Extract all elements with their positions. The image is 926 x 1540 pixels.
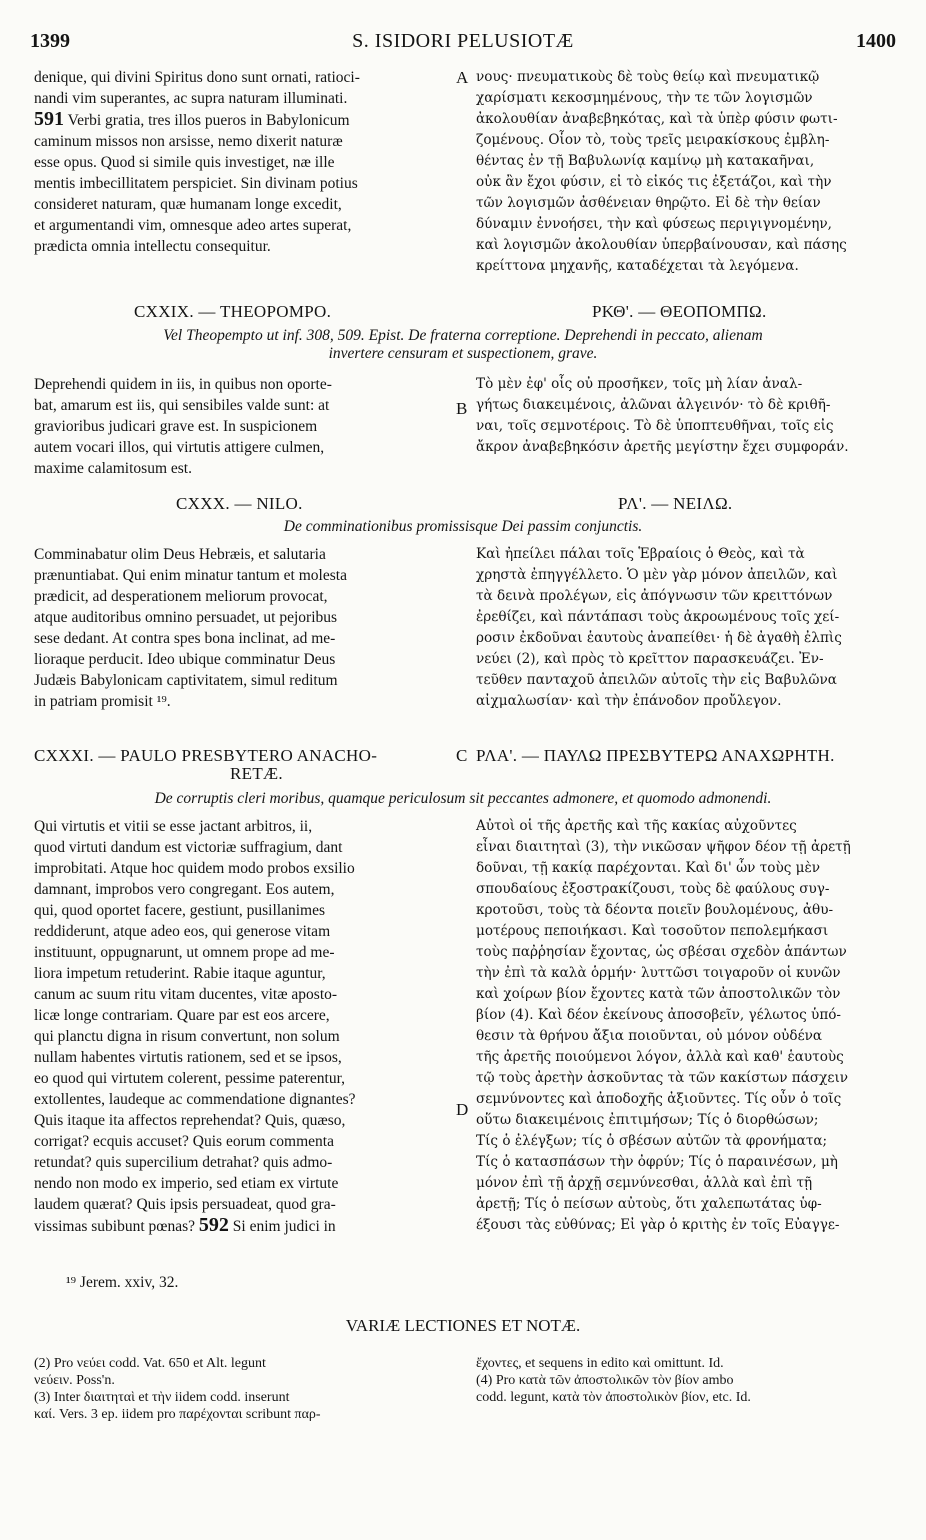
running-title: S. ISIDORI PELUSIOTÆ <box>352 30 574 52</box>
note-line: νεύειν. Poss'n. <box>34 1373 115 1388</box>
latin-line: instituunt, oppugnarunt, ut omnem prope ad me- <box>34 944 335 961</box>
latin-line: nandi vim superantes, ac supra naturam illuminati. <box>34 90 348 107</box>
right-page-number: 1400 <box>856 30 896 52</box>
latin-line: in patriam promisit ¹⁹. <box>34 693 171 710</box>
greek-section-title-130: ΡΛ'. — ΝΕΙΛΩ. <box>618 494 733 513</box>
page-header <box>30 30 896 60</box>
latin-line: denique, qui divini Spiritus dono sunt ornati, ratioci- <box>34 69 360 86</box>
note-line: (3) Inter διαιτηταὶ et τὴν iidem codd. inserunt <box>34 1390 290 1405</box>
greek-line: τῆς ἀρετῆς ποιούμενοι λόγον, ἀλλὰ καὶ καθ' ἑαυτοὺς <box>476 1049 844 1065</box>
latin-column-block1 <box>34 67 446 257</box>
latin-line: mentis imbecillitatem perspiciet. Sin divinam potius <box>34 175 358 192</box>
greek-line: χρηστὰ ἐπηγγέλλετο. Ὁ μὲν γὰρ μόνον ἀπειλῶν, καὶ <box>476 567 838 583</box>
greek-column-129 <box>476 374 892 458</box>
greek-line: οὕτω διακειμένοις ἐπιτιμήσων; Τίς ὁ διορθώσων; <box>476 1112 819 1128</box>
greek-line: ροσιν ἐκδοῦναι ἑαυτοὺς ἀναπείθει· ἡ δὲ ἀγαθὴ ἐλπὶς <box>476 630 842 646</box>
greek-line: δοῦναι, τῇ κακίᾳ παρέχονται. Καὶ δι' ὧν τοὺς μὲν <box>476 860 821 876</box>
latin-line: damnant, improbos vero congregant. Eos autem, <box>34 881 335 898</box>
variae-notes-left <box>34 1355 454 1423</box>
latin-column-129 <box>34 374 446 479</box>
variae-notes-right <box>476 1355 892 1406</box>
note-line: (4) Pro κατὰ τῶν ἀποστολικῶν τὸν βίον ambo <box>476 1373 734 1388</box>
greek-line: οὐκ ἂν ἔχοι φύσιν, εἰ τὸ εἰκός τις ἐξετάζοι, καὶ τὴν <box>476 174 832 190</box>
latin-section-title-130: CXXX. — NILO. <box>176 494 303 513</box>
latin-line-text: Verbi gratia, tres illos pueros in Babylonicum <box>67 112 350 129</box>
greek-line: κροτοῦσι, τοὺς τὰ δέοντα ποιεῖν βουλομένους, ἀθυ- <box>476 902 834 918</box>
section-subtitle-129-line2: invertere censuram et suspectionem, grave. <box>328 345 598 362</box>
note-line: (2) Pro νεύει codd. Vat. 650 et Alt. legunt <box>34 1356 266 1371</box>
footnote: ¹⁹ Jerem. xxiv, 32. <box>66 1274 179 1291</box>
greek-line: θεσιν τὰ θρήνου ἄξια ποιοῦνται, οὐ μόνον οὐδένα <box>476 1028 823 1044</box>
latin-line: improbitati. Atque hoc quidem modo probos exsilio <box>34 860 355 877</box>
left-page-number: 1399 <box>30 30 70 52</box>
greek-column-130 <box>476 544 892 712</box>
greek-section-title-131: ΡΛΑ'. — ΠΑΥΛΩ ΠΡΕΣΒΥΤΕΡΩ ΑΝΑΧΩΡΗΤΗ. <box>476 746 835 765</box>
latin-line: quod virtuti dandum est victoriæ suffragium, dant <box>34 839 343 856</box>
greek-line: Καὶ ἠπείλει πάλαι τοῖς Ἑβραίοις ὁ Θεὸς, καὶ τὰ <box>476 546 805 562</box>
greek-line: ἀρετῇ; Τίς ὁ πείσων αὐτοὺς, ὅτι χαλεπωτάτας ὑφ- <box>476 1196 822 1212</box>
note-line: codd. legunt, κατὰ τὸν ἀποστολικὸν βίον, etc. Id. <box>476 1390 751 1405</box>
latin-line: Comminabatur olim Deus Hebræis, et salutaria <box>34 546 326 563</box>
margin-letter-a: A <box>456 68 469 87</box>
latin-line: prædicta omnia intellectu consequitur. <box>34 238 271 255</box>
greek-line: ἄκρον ἀναβεβηκόσιν ἀρετῆς μεγίστην ἔχει συμφοράν. <box>476 439 849 455</box>
latin-column-131 <box>34 816 446 1237</box>
latin-line: sese dedant. At contra spes bona inclinat, ad me- <box>34 630 336 647</box>
latin-line: Deprehendi quidem in iis, in quibus non oporte- <box>34 376 332 393</box>
greek-line: Τίς ὁ κατασπάσων τὴν ὀφρύν; Τίς ὁ παραινέσων, μὴ <box>476 1154 838 1170</box>
greek-line: ζομένους. Οἷον τὸ, τοὺς τρεῖς μειρακίσκους ἐμβλη- <box>476 132 830 148</box>
latin-line: canum ac suum ritu vitam ducentes, vitæ aposto- <box>34 986 338 1003</box>
greek-line: τεῦθεν πανταχοῦ ἀπειλῶν αὐτοῖς τὴν εἰς Βαβυλῶνα <box>476 672 837 688</box>
latin-line: autem vocari illos, qui virtutis attigere culmen, <box>34 439 325 456</box>
latin-line: maxime calamitosum est. <box>34 460 192 477</box>
greek-line: τὰ δεινὰ προλέγων, εἰς ἀπόγνωσιν τῶν κρειττόνων <box>476 588 833 604</box>
latin-line: extollentes, laudeque ac commendatione dignantes? <box>34 1091 356 1108</box>
latin-line: qui planctu digna in risum convertunt, non solum <box>34 1028 340 1045</box>
greek-line: τῷ τοὺς ἀρετὴν ἀσκοῦντας τὰ τῶν κακίστων πάσχειν <box>476 1070 849 1086</box>
latin-line: laudem quærat? Quis ipsis persuadeat, quod gra- <box>34 1196 336 1213</box>
latin-line: et argumentandi vim, omnesque adeo artes superat, <box>34 217 352 234</box>
latin-line: gravioribus judicari grave est. In suspicionem <box>34 418 318 435</box>
greek-line: νεύει (2), καὶ πρὸς τὸ κρεῖττον παρασκευάζει. Ἐν- <box>476 651 824 667</box>
greek-column-131 <box>476 816 892 1236</box>
latin-section-title-129: CXXIX. — THEOPOMPO. <box>134 302 332 321</box>
greek-line: θέντας ἐν τῇ Βαβυλωνίᾳ καμίνῳ μὴ κατακαῆναι, <box>476 153 815 169</box>
latin-line: qui, quod oportet facere, gestiunt, pusillanimes <box>34 902 325 919</box>
latin-line: atque auditoribus omnino persuadet, ut pejoribus <box>34 609 338 626</box>
greek-line: Αὐτοὶ οἱ τῆς ἀρετῆς καὶ τῆς κακίας αὐχοῦντες <box>476 818 797 834</box>
greek-line: καὶ λογισμῶν ἀκολουθίαν ὑπερβαίνουσαν, καὶ πάσης <box>476 237 847 253</box>
greek-line: μοτέρους πεποιήκασι. Καὶ τοσοῦτον πεπολεμήκασι <box>476 923 829 939</box>
latin-line: retundat? quis supercilium detrahat? quis admo- <box>34 1154 333 1171</box>
greek-line: ἐρεθίζει, καὶ πάντάπασι τοὺς ἀκροωμένους τοῖς χεί- <box>476 609 840 625</box>
latin-section-title-131-cont: RETÆ. <box>230 764 283 783</box>
latin-line: lioraque perducit. Ideo ubique comminatur Deus <box>34 651 336 668</box>
latin-line: caminum missos non arsisse, nemo dixerit naturæ <box>34 133 343 150</box>
latin-line-with-marker <box>34 109 446 131</box>
greek-line: ἀκολουθίαν ἀναβεβηκότας, καὶ τὰ ὑπὲρ φύσιν φωτι- <box>476 111 838 127</box>
note-line: καί. Vers. 3 ep. iidem pro παρέχονται scribunt παρ- <box>34 1407 321 1422</box>
section-subtitle-131: De corruptis cleri moribus, quamque periculosum sit peccantes admonere, et quomodo admonendi. <box>154 790 772 807</box>
latin-column-130 <box>34 544 446 712</box>
section-subtitle-129-line1: Vel Theopempto ut inf. 308, 509. Epist. De fraterna correptione. Deprehendi in peccato, alienam <box>163 327 763 344</box>
latin-line: eo quod qui virtutem colerent, pessime paterentur, <box>34 1070 346 1087</box>
latin-line: esse opus. Quod si simile quis investiget, næ ille <box>34 154 335 171</box>
latin-line: bat, amarum est iis, qui sensibiles valde sunt: at <box>34 397 330 414</box>
latin-line: prænuntiabat. Qui enim minatur tantum et molesta <box>34 567 347 584</box>
greek-line: αἰχμαλωσίαν· καὶ τὴν ἐπάνοδον προὔλεγον. <box>476 693 782 709</box>
greek-line: σπουδαίους ἐξοστρακίζουσι, τοὺς δὲ φαύλους συγ- <box>476 881 830 897</box>
greek-line: σεμνύνοντες καὶ ἀποδοχῆς ἀξιοῦντες. Τίς οὖν ὁ τοῖς <box>476 1091 842 1107</box>
greek-line: χαρίσματι κεκοσμημένους, τὴν τε τῶν λογισμῶν <box>476 90 813 106</box>
latin-line: nendo non modo ex imperio, sed etiam ex virtute <box>34 1175 339 1192</box>
greek-line: μόνον ἐπὶ τῇ ἀρχῇ σεμνύνεσθαι, ἀλλὰ καὶ ἐπὶ τῇ <box>476 1175 813 1191</box>
greek-line: Τίς ὁ ἐλέγξων; τίς ὁ σβέσων αὐτῶν τὰ φρονήματα; <box>476 1133 828 1149</box>
greek-line: νους· πνευματικοὺς δὲ τοὺς θείῳ καὶ πνευματικῷ <box>476 69 820 85</box>
greek-line: κρείττονα μηχανῆς, καταδέχεται τὰ λεγόμενα. <box>476 258 799 274</box>
greek-line: γήτως διακειμένοις, ἀλῶναι ἀλγεινόν· τὸ δὲ κριθῆ- <box>476 397 831 413</box>
greek-line: τὴν ἐπὶ τὰ καλὰ ὁρμήν· λυττῶσι τοιγαροῦν οἱ κυνῶν <box>476 965 841 981</box>
greek-line: τῶν λογισμῶν ἀσθένειαν θηρῷτο. Εἰ δὲ τὴν θείαν <box>476 195 821 211</box>
column-marker-592: 592 <box>198 1214 229 1236</box>
section-subtitle-130: De comminationibus promissisque Dei passim conjunctis. <box>283 518 643 535</box>
latin-line-text: Si enim judici in <box>232 1218 336 1235</box>
greek-line: καὶ χοίρων βίον ἔχοντες κατὰ τῶν ἀποστολικῶν τὸν <box>476 986 841 1002</box>
variae-lectiones-title: VARIÆ LECTIONES ET NOTÆ. <box>345 1316 581 1335</box>
latin-line: licæ longe contrariam. Quare par est eos arcere, <box>34 1007 330 1024</box>
greek-line: ναι, τοῖς σεμνοτέροις. Τὸ δὲ ὑποπτευθῆναι, τοῖς εἰς <box>476 418 834 434</box>
latin-line: reddiderunt, atque adeo eos, qui generose vitam <box>34 923 331 940</box>
margin-letter-c: C <box>456 746 468 765</box>
latin-section-title-131: CXXXI. — PAULO PRESBYTERO ANACHO- <box>34 746 378 765</box>
latin-line-with-marker <box>34 1215 446 1237</box>
latin-line: prædicit, ad desperationem meliorum provocat, <box>34 588 328 605</box>
greek-line: Τὸ μὲν ἐφ' οἷς οὐ προσῆκεν, τοῖς μὴ λίαν ἀναλ- <box>476 376 803 392</box>
latin-line: corrigat? ecquis accuset? Quis eorum commenta <box>34 1133 334 1150</box>
greek-line: δύναμιν ἐννοήσει, τὴν καὶ φύσεως περιγιγνομένην, <box>476 216 832 232</box>
greek-column-block1 <box>476 67 892 277</box>
greek-line: εἶναι διαιτηταὶ (3), τὴν νικῶσαν ψῆφον δέον τῇ ἀρετῇ <box>476 839 851 855</box>
latin-line: nullam habentes virtutis rationem, sed et se ipsos, <box>34 1049 342 1066</box>
greek-line: βίον (4). Καὶ δέον ἐκείνους ἀποσοβεῖν, γέλωτος ὑπό- <box>476 1007 842 1023</box>
latin-line: Qui virtutis et vitii se esse jactant arbitros, ii, <box>34 818 313 835</box>
margin-letter-b: B <box>456 399 468 418</box>
latin-line-text: vissimas subibunt pœnas? <box>34 1218 196 1235</box>
latin-line: consideret naturam, quæ humanam longe excedit, <box>34 196 342 213</box>
greek-line: έξουσι τὰς εὐθύνας; Εἰ γὰρ ὁ κριτὴς ἐν τοῖς Εὐαγγε- <box>476 1217 840 1233</box>
latin-line: Judæis Babylonicam captivitatem, simul reditum <box>34 672 338 689</box>
margin-letter-d: D <box>456 1100 469 1119</box>
latin-line: Quis itaque ita affectos reprehendat? Quis, quæso, <box>34 1112 346 1129</box>
note-line: ἔχοντες, et sequens in edito καὶ omittunt. Id. <box>476 1356 724 1371</box>
latin-line: liora impetum retuderint. Rabie itaque aguntur, <box>34 965 326 982</box>
column-marker-591: 591 <box>34 108 64 130</box>
greek-section-title-129: ΡΚΘ'. — ΘΕΟΠΟΜΠΩ. <box>592 302 767 321</box>
greek-line: τοὺς παῤῥησίαν ἔχοντας, ὡς σβέσαι σχεδὸν ἁπάντων <box>476 944 847 960</box>
